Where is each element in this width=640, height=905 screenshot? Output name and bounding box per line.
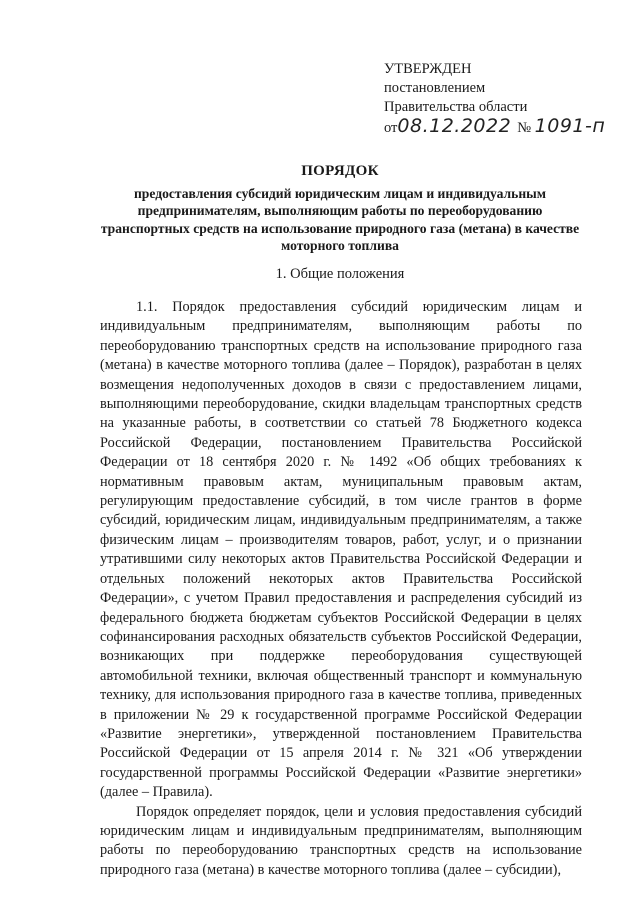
body-text	[100, 298, 582, 880]
document-title: ПОРЯДОК	[301, 163, 379, 179]
number-label: №	[517, 120, 532, 136]
decree-date-line	[384, 117, 624, 138]
government-label: Правительства области	[384, 99, 528, 115]
date-prefix: от	[384, 120, 398, 136]
approval-stamp	[384, 60, 624, 138]
paragraph: Порядок определяет порядок, цели и условия предоставления субсидий юридическим лицам и индивидуальным предпринимателям, выполняющим работы по переоборудованию транспортных средств на использование природного газа (метана) в качестве моторного топлива (далее – субсидии),	[100, 803, 582, 878]
handwritten-number: 1091-п	[534, 115, 606, 137]
paragraph: 1.1. Порядок предоставления субсидий юридическим лицам и индивидуальным предпринимателям, выполняющим работы по переоборудованию транспортных средств на использование природного газа (метана) в качестве моторного топлива (далее – Порядок), разработан в целях возмещения недополученных доходов в связи с предоставлением лицами, выполняющими переоборудование, скидки владельцам транспортных средств на указанные работы, в соответствии со статьей 78 Бюджетного кодекса Российской Федерации, постановлением Правительства Российской Федерации от 18 сентября 2020 г. № 1492 «Об общих требованиях к нормативным правовым актам, муниципальным правовым актам, регулирующим предоставление субсидий, в том числе грантов в форме субсидий, юридическим лицам, индивидуальным предпринимателям, а также физическим лицам – производителям товаров, работ, услуг, и о признании утратившими силу некоторых актов Правительства Российской Федерации и отдельных положений некоторых актов Правительства Российской Федерации», с учетом Правил предоставления и распределения субсидий из федерального бюджета бюджетам субъектов Российской Федерации в целях софинансирования расходных обязательств субъектов Российской Федерации, возникающих при поддержке переоборудования существующей автомобильной техники, включая общественный транспорт и коммунальную технику, для использования природного газа в качестве топлива, приведенных в приложении № 29 к государственной программе Российской Федерации «Развитие энергетики», утвержденной постановлением Правительства Российской Федерации от 15 апреля 2014 г. № 321 «Об утверждении государственной программы Российской Федерации «Развитие энергетики» (далее – Правила).	[100, 299, 582, 801]
section-heading: 1. Общие положения	[275, 266, 405, 282]
approved-label: УТВЕРЖДЕН	[384, 61, 472, 77]
handwritten-date: 08.12.2022	[397, 115, 512, 137]
title-block	[100, 163, 580, 255]
decree-label: постановлением	[384, 80, 486, 96]
document-subtitle: предоставления субсидий юридическим лицам и индивидуальным предпринимателям, выполняющим работы по переоборудованию транспортных средств на использование природного газа (метана) в качестве моторного топлива	[100, 185, 580, 253]
